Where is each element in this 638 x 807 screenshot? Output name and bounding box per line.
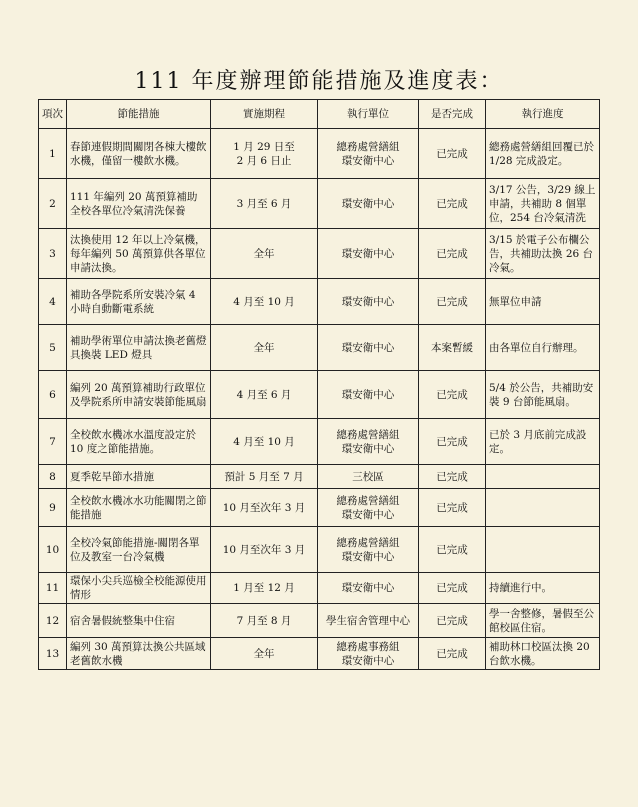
- status-cell: 已完成: [419, 279, 486, 325]
- period-cell: 3 月至 6 月: [211, 179, 318, 229]
- measure-cell: 宿舍暑假統整集中住宿: [67, 604, 211, 638]
- period-cell: 4 月至 10 月: [211, 419, 318, 465]
- table-row: [39, 465, 600, 489]
- status-cell: 已完成: [419, 179, 486, 229]
- period-cell: 預計 5 月至 7 月: [211, 465, 318, 489]
- measure-cell: 全校冷氣節能措施-關閉各單位及教室一台冷氣機: [67, 527, 211, 573]
- period-cell: 7 月至 8 月: [211, 604, 318, 638]
- row-number: 8: [39, 465, 67, 489]
- table-row: [39, 573, 600, 604]
- unit-cell: 三校區: [318, 465, 419, 489]
- table-row: [39, 229, 600, 279]
- table-row: [39, 527, 600, 573]
- progress-cell: 由各單位自行辦理。: [486, 325, 600, 371]
- table-header-row: [39, 100, 600, 129]
- table-row: [39, 419, 600, 465]
- status-cell: 已完成: [419, 419, 486, 465]
- energy-measures-table: [38, 99, 600, 670]
- progress-cell: 總務處營繕組回覆已於 1/28 完成設定。: [486, 129, 600, 179]
- row-number: 6: [39, 371, 67, 419]
- measure-cell: 環保小尖兵巡檢全校能源使用情形: [67, 573, 211, 604]
- measure-cell: 全校飲水機冰水功能關閉之節能措施: [67, 489, 211, 527]
- status-cell: 已完成: [419, 638, 486, 670]
- status-cell: 已完成: [419, 129, 486, 179]
- measure-cell: 編列 30 萬預算汰換公共區域老舊飲水機: [67, 638, 211, 670]
- header-measure: 節能措施: [67, 100, 211, 129]
- status-cell: 本案暫緩: [419, 325, 486, 371]
- table-row: [39, 129, 600, 179]
- measure-cell: 春節連假期間關閉各棟大樓飲水機，僅留一樓飲水機。: [67, 129, 211, 179]
- unit-cell: 環安衛中心: [318, 179, 419, 229]
- unit-cell: 環安衛中心: [318, 573, 419, 604]
- row-number: 11: [39, 573, 67, 604]
- status-cell: 已完成: [419, 527, 486, 573]
- table-row: [39, 325, 600, 371]
- unit-cell: 總務處營繕組 環安衛中心: [318, 129, 419, 179]
- unit-cell: 總務處營繕組 環安衛中心: [318, 419, 419, 465]
- period-cell: 全年: [211, 229, 318, 279]
- row-number: 2: [39, 179, 67, 229]
- period-cell: 全年: [211, 325, 318, 371]
- unit-cell: 環安衛中心: [318, 279, 419, 325]
- header-item-no: 項次: [39, 100, 67, 129]
- unit-cell: 總務處事務組 環安衛中心: [318, 638, 419, 670]
- measure-cell: 全校飲水機冰水溫度設定於 10 度之節能措施。: [67, 419, 211, 465]
- progress-cell: 3/17 公告，3/29 線上申請，共補助 8 個單位，254 台冷氣清洗: [486, 179, 600, 229]
- period-cell: 10 月至次年 3 月: [211, 489, 318, 527]
- row-number: 7: [39, 419, 67, 465]
- row-number: 1: [39, 129, 67, 179]
- table-row: [39, 489, 600, 527]
- progress-cell: 補助林口校區汰換 20 台飲水機。: [486, 638, 600, 670]
- measure-cell: 編列 20 萬預算補助行政單位及學院系所申請安裝節能風扇: [67, 371, 211, 419]
- table-row: [39, 179, 600, 229]
- row-number: 4: [39, 279, 67, 325]
- row-number: 3: [39, 229, 67, 279]
- unit-cell: 總務處營繕組 環安衛中心: [318, 527, 419, 573]
- status-cell: 已完成: [419, 604, 486, 638]
- table-row: [39, 604, 600, 638]
- row-number: 12: [39, 604, 67, 638]
- unit-cell: 環安衛中心: [318, 325, 419, 371]
- unit-cell: 總務處營繕組 環安衛中心: [318, 489, 419, 527]
- status-cell: 已完成: [419, 465, 486, 489]
- progress-cell: 已於 3 月底前完成設定。: [486, 419, 600, 465]
- header-completed: 是否完成: [419, 100, 486, 129]
- row-number: 9: [39, 489, 67, 527]
- period-cell: 4 月至 6 月: [211, 371, 318, 419]
- row-number: 10: [39, 527, 67, 573]
- document-title: 111 年度辦理節能措施及進度表：: [134, 69, 504, 94]
- measure-cell: 111 年編列 20 萬預算補助全校各單位冷氣清洗保養: [67, 179, 211, 229]
- measure-cell: 夏季乾旱節水措施: [67, 465, 211, 489]
- measure-cell: 補助各學院系所安裝冷氣 4 小時自動斷電系統: [67, 279, 211, 325]
- period-cell: 1 月至 12 月: [211, 573, 318, 604]
- unit-cell: 環安衛中心: [318, 229, 419, 279]
- progress-cell: [486, 527, 600, 573]
- row-number: 5: [39, 325, 67, 371]
- table-row: [39, 371, 600, 419]
- progress-cell: 5/4 於公告，共補助安裝 9 台節能風扇。: [486, 371, 600, 419]
- progress-cell: 3/15 於電子公布欄公告，共補助汰換 26 台冷氣。: [486, 229, 600, 279]
- header-period: 實施期程: [211, 100, 318, 129]
- period-cell: 10 月至次年 3 月: [211, 527, 318, 573]
- unit-cell: 環安衛中心: [318, 371, 419, 419]
- progress-cell: 無單位申請: [486, 279, 600, 325]
- table-row: [39, 638, 600, 670]
- status-cell: 已完成: [419, 371, 486, 419]
- measure-cell: 汰換使用 12 年以上冷氣機，每年編列 50 萬預算供各單位申請汰換。: [67, 229, 211, 279]
- progress-cell: 學一舍整修，暑假至公館校區住宿。: [486, 604, 600, 638]
- period-cell: 全年: [211, 638, 318, 670]
- progress-cell: 持續進行中。: [486, 573, 600, 604]
- unit-cell: 學生宿舍管理中心: [318, 604, 419, 638]
- row-number: 13: [39, 638, 67, 670]
- status-cell: 已完成: [419, 489, 486, 527]
- period-cell: 1 月 29 日至 2 月 6 日止: [211, 129, 318, 179]
- progress-cell: [486, 465, 600, 489]
- table-row: [39, 279, 600, 325]
- measure-cell: 補助學術單位申請汰換老舊燈具換裝 LED 燈具: [67, 325, 211, 371]
- header-progress: 執行進度: [486, 100, 600, 129]
- header-unit: 執行單位: [318, 100, 419, 129]
- period-cell: 4 月至 10 月: [211, 279, 318, 325]
- status-cell: 已完成: [419, 573, 486, 604]
- progress-cell: [486, 489, 600, 527]
- status-cell: 已完成: [419, 229, 486, 279]
